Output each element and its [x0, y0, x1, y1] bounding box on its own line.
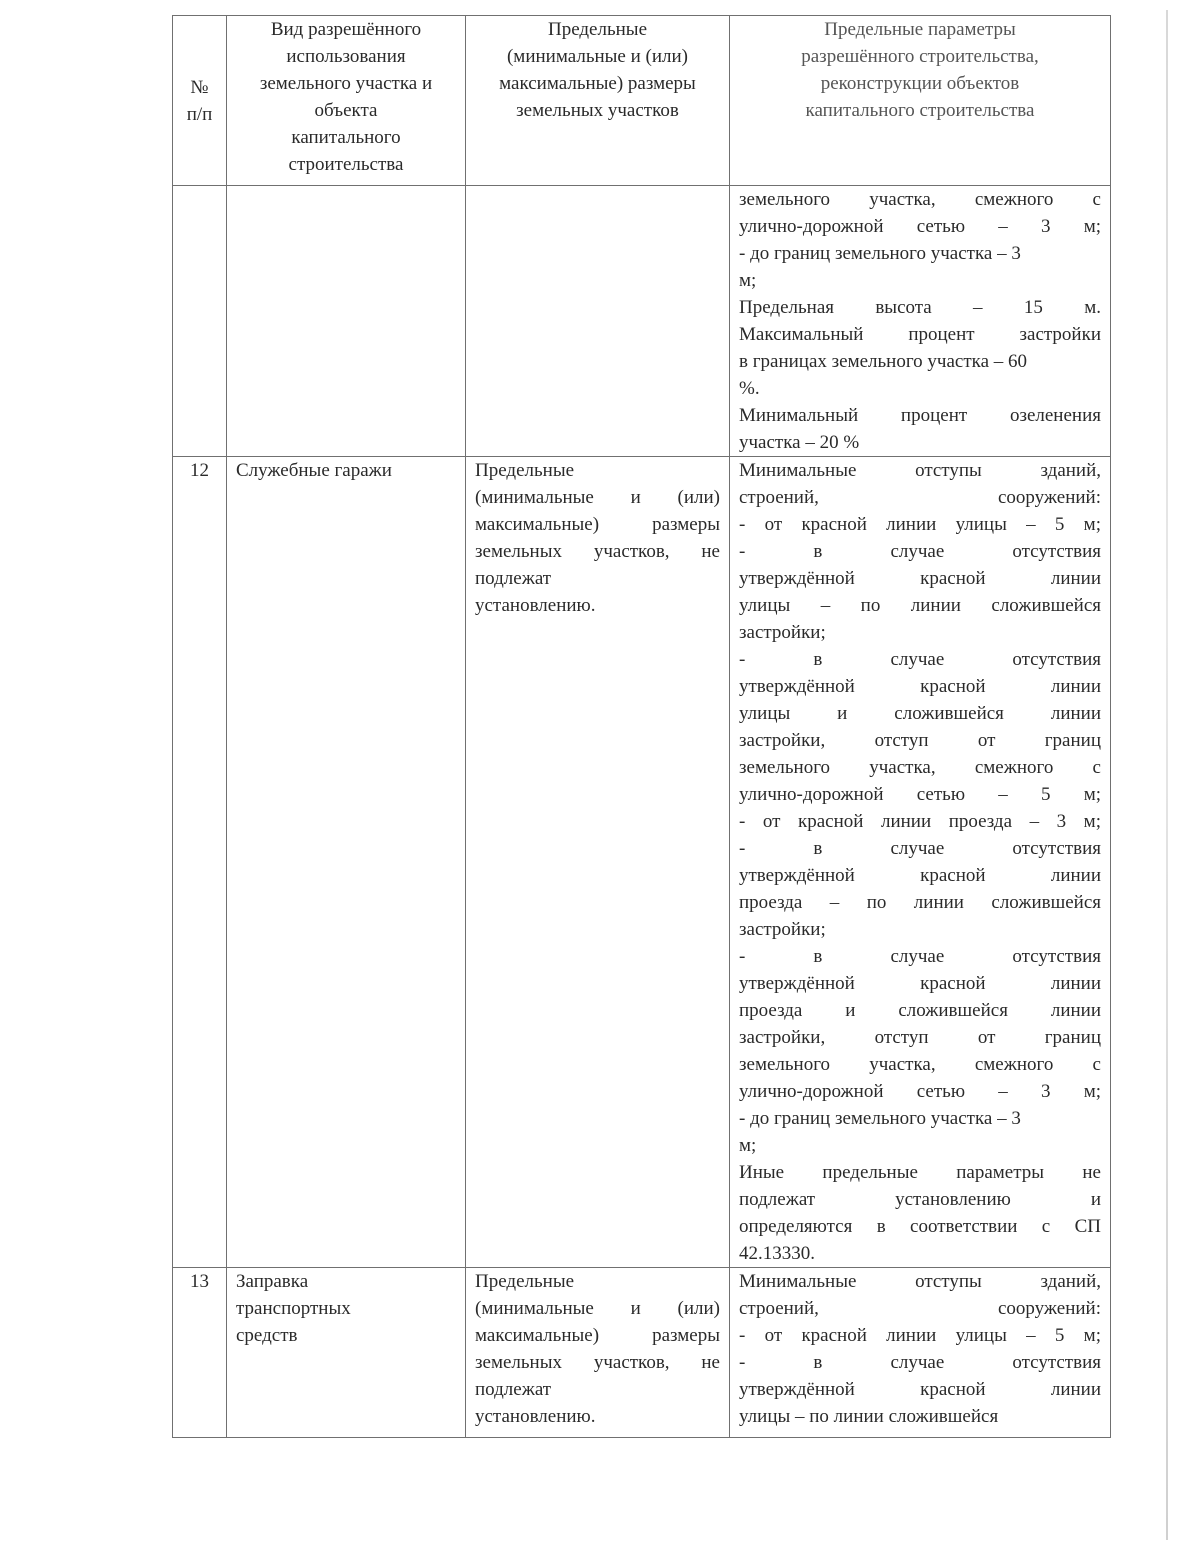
cell-text-line: утверждённой красной линии	[739, 568, 1101, 589]
table-row	[173, 457, 1111, 1268]
cell-text-line: подлежат установлению и	[739, 1189, 1101, 1210]
header-construction-params: Предельные параметры разрешённого строительства, реконструкции объектов капитального строительства	[730, 16, 1111, 186]
cell-text-line: - до границ земельного участка – 3	[739, 243, 1021, 264]
cell-text-line: максимальные) размеры	[475, 1325, 720, 1346]
cell-text-line: улицы – по линии сложившейся	[739, 595, 1101, 616]
cell-text-line: - в случае отсутствия	[739, 838, 1101, 859]
cell-text-line: - в случае отсутствия	[739, 649, 1101, 670]
cell-text-line: Максимальный процент застройки	[739, 324, 1101, 345]
cell-text-line: земельного участка, смежного с	[739, 757, 1101, 778]
cell-text-line: Минимальные отступы зданий,	[739, 1271, 1101, 1292]
cell-text-line: 42.13330.	[739, 1243, 815, 1264]
cell-text-line: подлежат	[475, 568, 552, 589]
row-permitted-use: Служебные гаражи	[227, 457, 466, 1268]
row-construction-params	[730, 457, 1111, 1268]
table-row	[173, 1268, 1111, 1438]
cell-text-line: Предельная высота – 15 м.	[739, 297, 1101, 318]
row-plot-sizes	[466, 186, 730, 457]
cell-text-line: земельных участков, не	[475, 541, 720, 562]
cell-text-line: - от красной линии улицы – 5 м;	[739, 514, 1101, 535]
cell-text-line: застройки, отступ от границ	[739, 730, 1101, 751]
row-construction-params	[730, 186, 1111, 457]
cell-text-line: в границах земельного участка – 60	[739, 351, 1028, 372]
cell-text-line: м;	[739, 1135, 757, 1156]
cell-text-line: улично-дорожной сетью – 3 м;	[739, 216, 1101, 237]
header-permitted-use: Вид разрешённого использования земельного участка и объекта капитального строительства	[227, 16, 466, 186]
cell-text-line: строений, сооружений:	[739, 487, 1101, 508]
cell-text-line: проезда – по линии сложившейся	[739, 892, 1101, 913]
cell-text-line: - от красной линии проезда – 3 м;	[739, 811, 1101, 832]
row-plot-sizes	[466, 457, 730, 1268]
cell-text-line: - в случае отсутствия	[739, 541, 1101, 562]
cell-text-line: утверждённой красной линии	[739, 865, 1101, 886]
cell-text-line: земельного участка, смежного с	[739, 1054, 1101, 1075]
row-number: 12	[173, 457, 227, 1268]
cell-text-line: улицы – по линии сложившейся	[739, 1406, 999, 1427]
cell-text-line: (минимальные и (или)	[475, 487, 720, 508]
cell-text-line: Предельные	[475, 460, 575, 481]
row-number: 13	[173, 1268, 227, 1438]
cell-text-line: определяются в соответствии с СП	[739, 1216, 1101, 1237]
cell-text-line: %.	[739, 378, 760, 399]
cell-text-line: улично-дорожной сетью – 3 м;	[739, 1081, 1101, 1102]
cell-text-line: застройки;	[739, 919, 826, 940]
row-plot-sizes	[466, 1268, 730, 1438]
cell-text-line: установлению.	[475, 1406, 596, 1427]
cell-text-line: - от красной линии улицы – 5 м;	[739, 1325, 1101, 1346]
header-number: № п/п	[173, 16, 227, 186]
cell-text-line: Предельные	[475, 1271, 575, 1292]
row-number	[173, 186, 227, 457]
header-plot-sizes: Предельные (минимальные и (или) максимальные) размеры земельных участков	[466, 16, 730, 186]
cell-text-line: подлежат	[475, 1379, 552, 1400]
cell-text-line: установлению.	[475, 595, 596, 616]
scan-page-edge	[1166, 10, 1168, 1540]
cell-text-line: (минимальные и (или)	[475, 1298, 720, 1319]
cell-text-line: улицы и сложившейся линии	[739, 703, 1101, 724]
cell-text-line: застройки, отступ от границ	[739, 1027, 1101, 1048]
table-header	[173, 16, 1111, 186]
cell-text-line: утверждённой красной линии	[739, 973, 1101, 994]
cell-text-line: - в случае отсутствия	[739, 946, 1101, 967]
cell-text-line: строений, сооружений:	[739, 1298, 1101, 1319]
row-construction-params	[730, 1268, 1111, 1438]
cell-text-line: участка – 20 %	[739, 432, 860, 453]
cell-text-line: Минимальные отступы зданий,	[739, 460, 1101, 481]
row-permitted-use: Заправка транспортных средств	[227, 1268, 466, 1438]
cell-text-line: застройки;	[739, 622, 826, 643]
row-permitted-use	[227, 186, 466, 457]
zoning-parameters-table	[172, 15, 1111, 1438]
cell-text-line: м;	[739, 270, 757, 291]
cell-text-line: земельного участка, смежного с	[739, 189, 1101, 210]
cell-text-line: земельных участков, не	[475, 1352, 720, 1373]
cell-text-line: утверждённой красной линии	[739, 1379, 1101, 1400]
cell-text-line: - в случае отсутствия	[739, 1352, 1101, 1373]
cell-text-line: Минимальный процент озеленения	[739, 405, 1101, 426]
table-row	[173, 186, 1111, 457]
cell-text-line: проезда и сложившейся линии	[739, 1000, 1101, 1021]
cell-text-line: утверждённой красной линии	[739, 676, 1101, 697]
cell-text-line: - до границ земельного участка – 3	[739, 1108, 1021, 1129]
cell-text-line: улично-дорожной сетью – 5 м;	[739, 784, 1101, 805]
cell-text-line: Иные предельные параметры не	[739, 1162, 1101, 1183]
cell-text-line: максимальные) размеры	[475, 514, 720, 535]
